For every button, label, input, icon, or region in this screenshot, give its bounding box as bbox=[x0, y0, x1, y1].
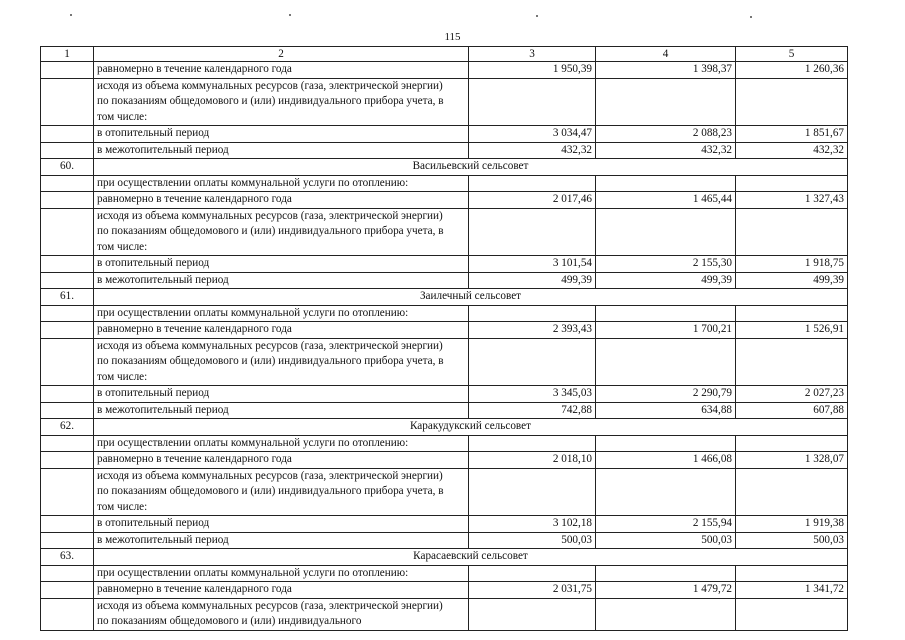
value-col-5 bbox=[736, 435, 848, 452]
row-description: при осуществлении оплаты коммунальной услуги по отоплению: bbox=[94, 305, 469, 322]
settlement-row bbox=[41, 419, 848, 436]
value-col-5: 1 919,38 bbox=[736, 516, 848, 533]
row-description: исходя из объема коммунальных ресурсов (газа, электрической энергии) по показаниям общедомового и (или) индивидуального прибора учета, в том числе: bbox=[94, 338, 469, 386]
settlement-name: Карасаевский сельсовет bbox=[94, 549, 848, 566]
table-row bbox=[41, 452, 848, 469]
scan-speck bbox=[70, 14, 72, 16]
row-number bbox=[41, 126, 94, 143]
value-col-4 bbox=[596, 435, 736, 452]
tariff-table bbox=[40, 46, 848, 631]
value-col-4: 1 700,21 bbox=[596, 322, 736, 339]
value-col-3: 2 393,43 bbox=[469, 322, 596, 339]
value-col-4: 2 290,79 bbox=[596, 386, 736, 403]
row-number bbox=[41, 516, 94, 533]
value-col-4: 2 155,94 bbox=[596, 516, 736, 533]
row-number bbox=[41, 452, 94, 469]
row-number bbox=[41, 582, 94, 599]
scan-speck bbox=[536, 15, 538, 17]
table-row bbox=[41, 516, 848, 533]
value-col-3 bbox=[469, 208, 596, 256]
value-col-4: 1 479,72 bbox=[596, 582, 736, 599]
value-col-4: 499,39 bbox=[596, 272, 736, 289]
row-description: исходя из объема коммунальных ресурсов (газа, электрической энергии) по показаниям общедомового и (или) индивидуального прибора учета, в том числе: bbox=[94, 208, 469, 256]
header-col-3: 3 bbox=[469, 47, 596, 62]
value-col-4: 500,03 bbox=[596, 532, 736, 549]
row-number bbox=[41, 78, 94, 126]
value-col-5: 432,32 bbox=[736, 142, 848, 159]
table-row bbox=[41, 338, 848, 386]
row-number bbox=[41, 338, 94, 386]
value-col-5: 1 851,67 bbox=[736, 126, 848, 143]
settlement-row bbox=[41, 289, 848, 306]
value-col-3: 2 018,10 bbox=[469, 452, 596, 469]
row-number: 63. bbox=[41, 549, 94, 566]
value-col-4 bbox=[596, 468, 736, 516]
row-number bbox=[41, 532, 94, 549]
row-number bbox=[41, 272, 94, 289]
settlement-name: Заилечный сельсовет bbox=[94, 289, 848, 306]
row-description: в отопительный период bbox=[94, 126, 469, 143]
header-col-1: 1 bbox=[41, 47, 94, 62]
table-row bbox=[41, 402, 848, 419]
value-col-3: 3 102,18 bbox=[469, 516, 596, 533]
row-number: 61. bbox=[41, 289, 94, 306]
row-number bbox=[41, 322, 94, 339]
value-col-4: 2 088,23 bbox=[596, 126, 736, 143]
header-row bbox=[41, 47, 848, 62]
row-number bbox=[41, 598, 94, 630]
value-col-5 bbox=[736, 565, 848, 582]
value-col-3: 499,39 bbox=[469, 272, 596, 289]
table-row bbox=[41, 126, 848, 143]
value-col-4: 432,32 bbox=[596, 142, 736, 159]
value-col-3 bbox=[469, 305, 596, 322]
value-col-4: 1 466,08 bbox=[596, 452, 736, 469]
value-col-4 bbox=[596, 175, 736, 192]
value-col-5: 607,88 bbox=[736, 402, 848, 419]
scan-speck bbox=[750, 16, 752, 18]
table-row bbox=[41, 435, 848, 452]
row-number bbox=[41, 565, 94, 582]
row-description: в межотопительный период bbox=[94, 402, 469, 419]
value-col-5 bbox=[736, 78, 848, 126]
value-col-3: 3 101,54 bbox=[469, 256, 596, 273]
value-col-4 bbox=[596, 338, 736, 386]
value-col-4: 2 155,30 bbox=[596, 256, 736, 273]
value-col-3: 432,32 bbox=[469, 142, 596, 159]
row-number bbox=[41, 208, 94, 256]
value-col-4: 1 398,37 bbox=[596, 62, 736, 79]
row-number bbox=[41, 402, 94, 419]
table-row bbox=[41, 208, 848, 256]
table-row bbox=[41, 62, 848, 79]
value-col-5: 1 341,72 bbox=[736, 582, 848, 599]
table-row bbox=[41, 256, 848, 273]
value-col-3 bbox=[469, 598, 596, 630]
value-col-5 bbox=[736, 175, 848, 192]
value-col-5: 2 027,23 bbox=[736, 386, 848, 403]
value-col-4: 634,88 bbox=[596, 402, 736, 419]
row-description: равномерно в течение календарного года bbox=[94, 192, 469, 209]
table-body bbox=[41, 47, 848, 631]
value-col-5 bbox=[736, 305, 848, 322]
row-number: 62. bbox=[41, 419, 94, 436]
table-row bbox=[41, 598, 848, 630]
settlement-name: Васильевский сельсовет bbox=[94, 159, 848, 176]
row-number bbox=[41, 175, 94, 192]
scan-speck bbox=[289, 14, 291, 16]
value-col-3: 1 950,39 bbox=[469, 62, 596, 79]
table-row bbox=[41, 582, 848, 599]
row-description: равномерно в течение календарного года bbox=[94, 322, 469, 339]
value-col-5: 1 526,91 bbox=[736, 322, 848, 339]
value-col-4 bbox=[596, 78, 736, 126]
row-number bbox=[41, 468, 94, 516]
value-col-4: 1 465,44 bbox=[596, 192, 736, 209]
settlement-row bbox=[41, 549, 848, 566]
value-col-5 bbox=[736, 598, 848, 630]
table-row bbox=[41, 386, 848, 403]
table-row bbox=[41, 468, 848, 516]
row-description: исходя из объема коммунальных ресурсов (газа, электрической энергии) по показаниям общедомового и (или) индивидуального прибора учета, в том числе: bbox=[94, 78, 469, 126]
value-col-3 bbox=[469, 175, 596, 192]
value-col-5: 499,39 bbox=[736, 272, 848, 289]
row-description: в отопительный период bbox=[94, 386, 469, 403]
row-description: при осуществлении оплаты коммунальной услуги по отоплению: bbox=[94, 435, 469, 452]
value-col-5: 1 918,75 bbox=[736, 256, 848, 273]
row-description: в отопительный период bbox=[94, 516, 469, 533]
value-col-4 bbox=[596, 598, 736, 630]
value-col-4 bbox=[596, 305, 736, 322]
table-row bbox=[41, 565, 848, 582]
row-number bbox=[41, 62, 94, 79]
row-number bbox=[41, 305, 94, 322]
table-row bbox=[41, 322, 848, 339]
row-description: в межотопительный период bbox=[94, 142, 469, 159]
table-row bbox=[41, 305, 848, 322]
table-row bbox=[41, 175, 848, 192]
value-col-5 bbox=[736, 208, 848, 256]
row-number bbox=[41, 256, 94, 273]
value-col-5 bbox=[736, 338, 848, 386]
row-description: в межотопительный период bbox=[94, 272, 469, 289]
value-col-5 bbox=[736, 468, 848, 516]
table-row bbox=[41, 192, 848, 209]
row-description: исходя из объема коммунальных ресурсов (газа, электрической энергии) по показаниям общедомового и (или) индивидуального прибора учета, в том числе: bbox=[94, 468, 469, 516]
table-row bbox=[41, 532, 848, 549]
header-col-2: 2 bbox=[94, 47, 469, 62]
value-col-3 bbox=[469, 565, 596, 582]
value-col-3 bbox=[469, 338, 596, 386]
row-description: равномерно в течение календарного года bbox=[94, 582, 469, 599]
row-description: при осуществлении оплаты коммунальной услуги по отоплению: bbox=[94, 175, 469, 192]
value-col-3 bbox=[469, 78, 596, 126]
value-col-3: 500,03 bbox=[469, 532, 596, 549]
value-col-3: 2 031,75 bbox=[469, 582, 596, 599]
table-row bbox=[41, 78, 848, 126]
value-col-3: 742,88 bbox=[469, 402, 596, 419]
value-col-5: 1 328,07 bbox=[736, 452, 848, 469]
row-description: исходя из объема коммунальных ресурсов (газа, электрической энергии) по показаниям общедомового и (или) индивидуального bbox=[94, 598, 469, 630]
settlement-name: Каракудукский сельсовет bbox=[94, 419, 848, 436]
settlement-row bbox=[41, 159, 848, 176]
table-row bbox=[41, 142, 848, 159]
value-col-4 bbox=[596, 208, 736, 256]
value-col-5: 1 327,43 bbox=[736, 192, 848, 209]
value-col-3: 3 345,03 bbox=[469, 386, 596, 403]
page-number: 115 bbox=[444, 31, 461, 43]
value-col-3 bbox=[469, 468, 596, 516]
row-number bbox=[41, 192, 94, 209]
row-description: в отопительный период bbox=[94, 256, 469, 273]
row-number bbox=[41, 435, 94, 452]
row-number bbox=[41, 386, 94, 403]
row-description: в межотопительный период bbox=[94, 532, 469, 549]
row-description: при осуществлении оплаты коммунальной услуги по отоплению: bbox=[94, 565, 469, 582]
header-col-5: 5 bbox=[736, 47, 848, 62]
header-col-4: 4 bbox=[596, 47, 736, 62]
table-row bbox=[41, 272, 848, 289]
value-col-5: 1 260,36 bbox=[736, 62, 848, 79]
value-col-3 bbox=[469, 435, 596, 452]
row-number: 60. bbox=[41, 159, 94, 176]
value-col-4 bbox=[596, 565, 736, 582]
value-col-5: 500,03 bbox=[736, 532, 848, 549]
value-col-3: 3 034,47 bbox=[469, 126, 596, 143]
row-number bbox=[41, 142, 94, 159]
value-col-3: 2 017,46 bbox=[469, 192, 596, 209]
row-description: равномерно в течение календарного года bbox=[94, 62, 469, 79]
row-description: равномерно в течение календарного года bbox=[94, 452, 469, 469]
